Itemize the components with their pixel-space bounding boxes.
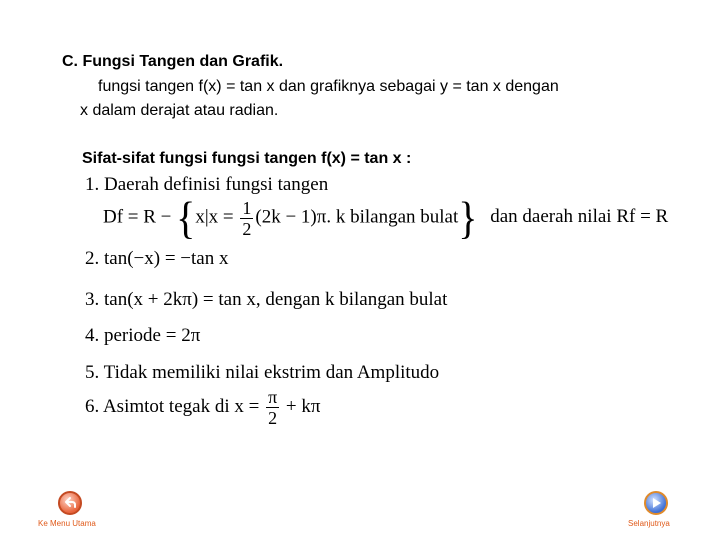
fraction-pi-over-2 xyxy=(266,388,279,427)
formula-prefix: Df = R − xyxy=(103,206,177,228)
property-2 xyxy=(85,248,228,270)
properties-title: Sifat-sifat fungsi fungsi tangen f(x) = tan x : xyxy=(82,150,412,167)
property-text: tan(x + 2kπ) = tan x, dengan k bilangan bulat xyxy=(104,289,448,310)
range-text: dan daerah nilai Rf = R xyxy=(490,206,669,228)
property-1-formula xyxy=(103,191,669,244)
property-number: 5. xyxy=(85,362,100,383)
property-number: 2. xyxy=(85,248,100,269)
property-3 xyxy=(85,289,447,311)
next-button[interactable] xyxy=(644,491,668,515)
set-condition: (2k − 1)π. k bilangan bulat xyxy=(255,206,459,228)
asymptote-prefix: Asimtot tegak di x = xyxy=(102,395,265,417)
property-6 xyxy=(85,388,320,427)
property-text: tan(−x) = −tan x xyxy=(104,248,229,269)
home-label[interactable]: Ke Menu Utama xyxy=(38,519,96,528)
property-text: periode = 2π xyxy=(104,325,201,346)
property-text: Tidak memiliki nilai ekstrim dan Amplitudo xyxy=(103,362,440,383)
property-number: 3. xyxy=(85,289,100,310)
fraction-numerator: 1 xyxy=(242,197,252,218)
fraction-numerator: π xyxy=(268,387,278,407)
property-number: 4. xyxy=(85,325,100,346)
property-number: 6. xyxy=(85,395,100,417)
property-4 xyxy=(85,325,200,347)
asymptote-suffix: + kπ xyxy=(281,395,321,417)
section-heading: C. Fungsi Tangen dan Grafik. xyxy=(62,53,284,70)
right-brace: } xyxy=(458,191,478,244)
intro-line-2: x dalam derajat atau radian. xyxy=(80,102,279,119)
back-arrow-icon xyxy=(62,495,78,511)
set-variable: x|x = xyxy=(195,206,239,228)
property-1 xyxy=(85,174,328,196)
left-brace: { xyxy=(176,191,196,244)
next-label[interactable]: Selanjutnya xyxy=(628,519,670,528)
fraction-denominator: 2 xyxy=(242,218,252,239)
play-triangle-icon xyxy=(648,495,664,511)
property-text: Daerah definisi fungsi tangen xyxy=(104,174,329,195)
fraction-one-half xyxy=(240,199,253,238)
property-number: 1. xyxy=(85,174,100,195)
home-button[interactable] xyxy=(58,491,82,515)
fraction-denominator: 2 xyxy=(268,408,278,428)
property-5 xyxy=(85,362,439,384)
intro-line-1: fungsi tangen f(x) = tan x dan grafiknya sebagai y = tan x dengan xyxy=(98,78,559,95)
